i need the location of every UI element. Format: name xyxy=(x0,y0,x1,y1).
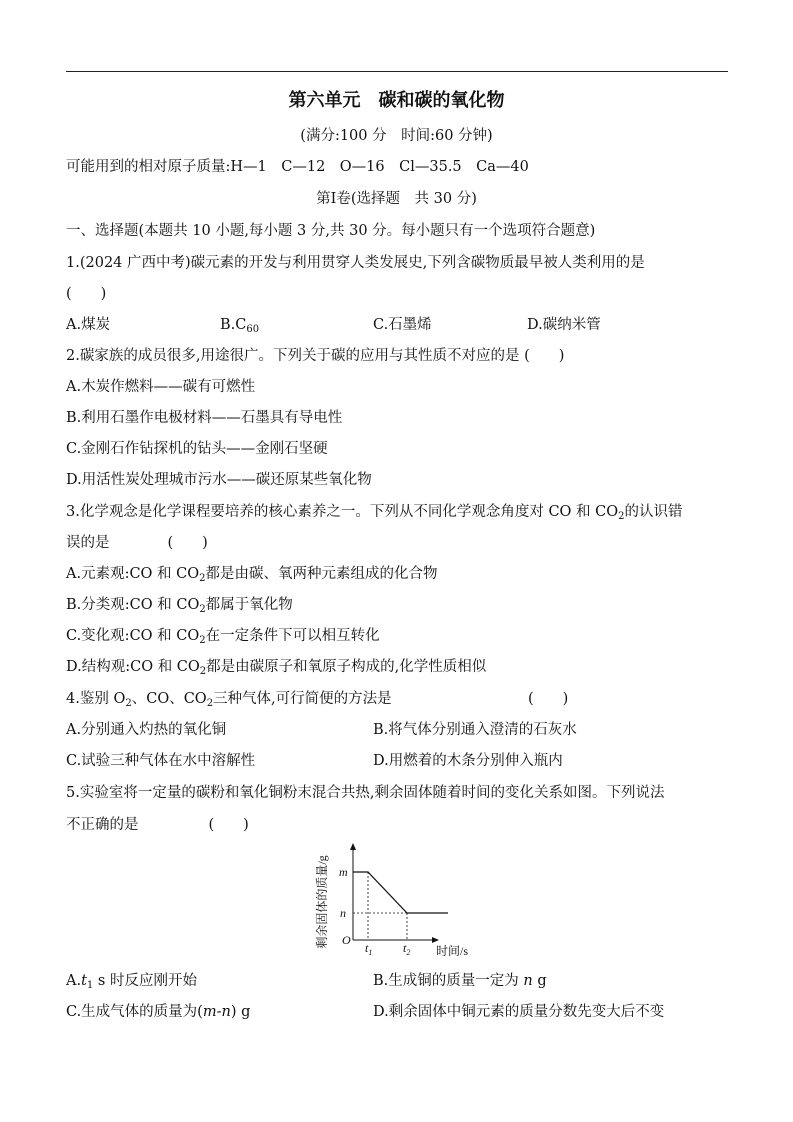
q3-stem: 3.化学观念是化学课程要培养的核心素养之一。下列从不同化学观念角度对 CO 和 $CO_2$的认识错 xyxy=(66,504,683,522)
series-line xyxy=(353,872,448,913)
x-tick-t1: $t_1$ xyxy=(365,941,373,957)
atomic-masses: 可能用到的相对原子质量:H—1 C—12 O—16 Cl—35.5 Ca—40 xyxy=(66,159,529,175)
q1-stem: 1.(2024 广西中考)碳元素的开发与利用贯穿人类发展史,下列含碳物质最早被人类利用的是 xyxy=(66,255,645,271)
q1-option-a: A.煤炭 xyxy=(66,317,111,333)
q3-stem-cont: 误的是 ( ) xyxy=(66,535,208,551)
x-tick-t2: $t_2$ xyxy=(403,941,411,957)
top-rule xyxy=(66,71,728,72)
q4-option-a: A.分别通入灼热的氧化铜 xyxy=(66,722,227,738)
chart-ylabel: 剩余固体的质量/g xyxy=(315,855,329,949)
q1-option-d: D.碳纳米管 xyxy=(527,317,601,333)
q2-stem: 2.碳家族的成员很多,用途很广。下列关于碳的应用与其性质不对应的是 ( ) xyxy=(66,348,565,364)
q2-option-c: C.金刚石作钻探机的钻头——金刚石坚硬 xyxy=(66,441,328,457)
q3-option-b: B.分类观:CO 和 $CO_2$都属于氧化物 xyxy=(66,597,293,615)
q1-bracket: ( ) xyxy=(66,286,107,302)
y-axis-arrow xyxy=(350,843,356,850)
q5-option-a: $A.t_1$ s 时反应刚开始 xyxy=(66,973,197,991)
q4-option-b: B.将气体分别通入澄清的石灰水 xyxy=(373,722,577,738)
q5-option-b: B.生成铜的质量一定为 n g xyxy=(373,973,547,989)
q2-option-d: D.用活性炭处理城市污水——碳还原某些氧化物 xyxy=(66,472,372,488)
x-axis-arrow xyxy=(432,937,439,943)
q4-stem: 4.鉴别 $O_2$、CO、$CO_2$三种气体,可行简便的方法是 xyxy=(66,691,392,709)
section-heading: 一、选择题(本题共 10 小题,每小题 3 分,共 30 分。每小题只有一个选项符合题意) xyxy=(66,223,596,239)
q4-option-c: C.试验三种气体在水中溶解性 xyxy=(66,753,256,769)
q3-option-d: D.结构观:CO 和 $CO_2$都是由碳原子和氧原子构成的,化学性质相似 xyxy=(66,659,487,677)
q5-option-c: C.生成气体的质量为(m-n) g xyxy=(66,1004,251,1020)
mass-time-chart xyxy=(310,840,480,965)
q4-bracket: ( ) xyxy=(528,691,569,707)
q5-option-d: D.剩余固体中铜元素的质量分数先变大后不变 xyxy=(373,1004,665,1020)
exam-meta: (满分:100 分 时间:60 分钟) xyxy=(300,128,493,144)
q5-stem-cont: 不正确的是 ( ) xyxy=(66,817,249,833)
q5-stem: 5.实验室将一定量的碳粉和氧化铜粉末混合共热,剩余固体随着时间的变化关系如图。下列说法 xyxy=(66,785,665,801)
chart-xlabel: 时间/s xyxy=(436,944,469,958)
q4-option-d: D.用燃着的木条分别伸入瓶内 xyxy=(373,753,563,769)
q2-option-b: B.利用石墨作电极材料——石墨具有导电性 xyxy=(66,410,343,426)
q1-option-c: C.石墨烯 xyxy=(373,317,432,333)
q1-option-b: $B.C_{60}$ xyxy=(220,317,260,335)
y-tick-n: n xyxy=(340,906,346,920)
y-tick-m: m xyxy=(339,865,348,879)
part-heading: 第Ⅰ卷(选择题 共 30 分) xyxy=(316,191,477,207)
origin-label: O xyxy=(342,933,351,947)
q3-option-a: A.元素观:CO 和 $CO_2$都是由碳、氧两种元素组成的化合物 xyxy=(66,566,438,584)
q2-option-a: A.木炭作燃料——碳有可燃性 xyxy=(66,379,256,395)
page-title: 第六单元 碳和碳的氧化物 xyxy=(288,90,505,111)
q3-option-c: C.变化观:CO 和 $CO_2$在一定条件下可以相互转化 xyxy=(66,628,380,646)
